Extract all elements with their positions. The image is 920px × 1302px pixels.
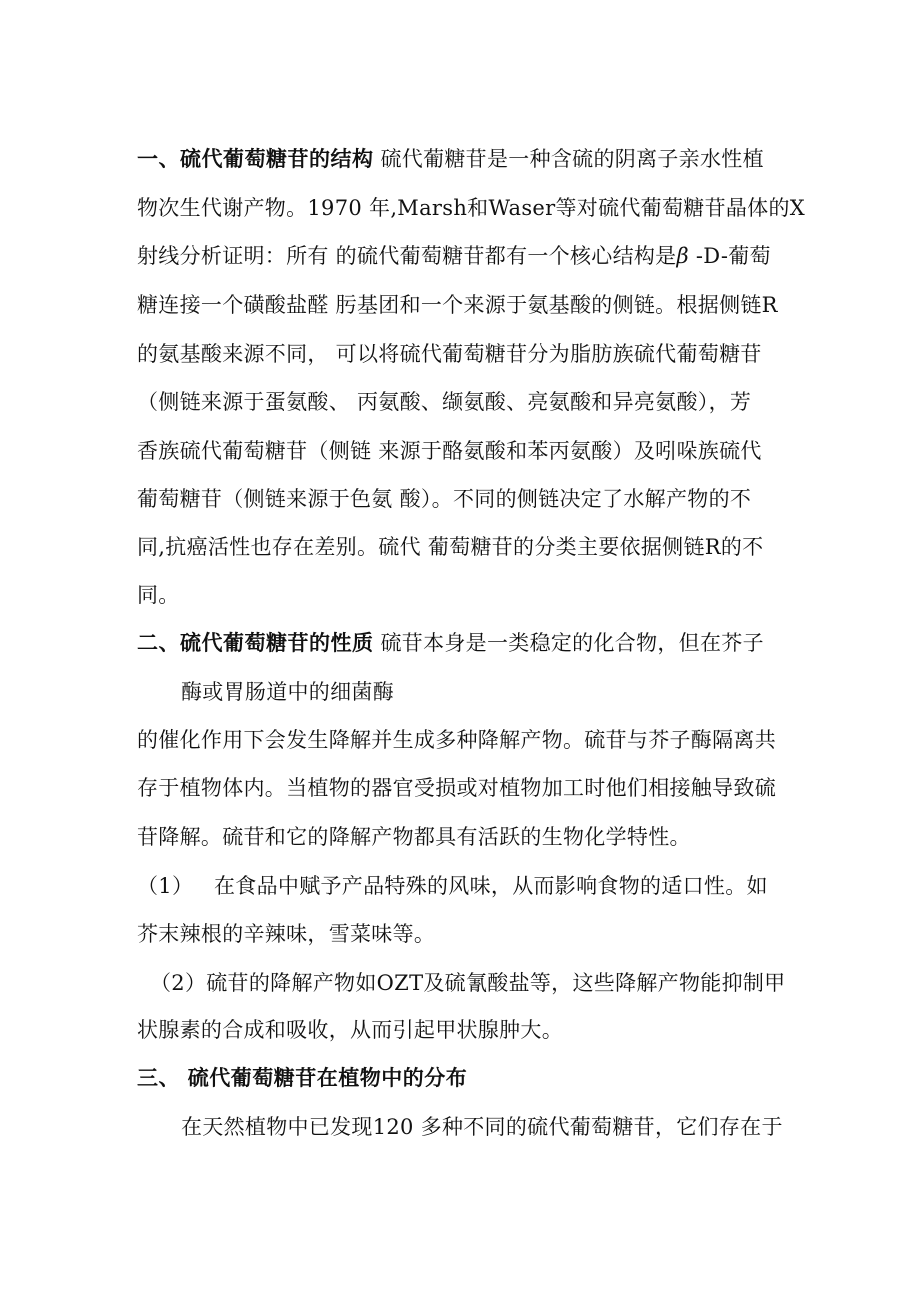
paragraph-line: 同,抗癌活性也存在差别。硫代 葡萄糖苷的分类主要依据侧链R的不 bbox=[137, 535, 764, 559]
paragraph-line: 苷降解。硫苷和它的降解产物都具有活跃的生物化学特性。 bbox=[137, 825, 691, 849]
text-run: 硫代葡糖苷是一种含硫的阴离子亲水性植 bbox=[373, 147, 764, 171]
paragraph-line: 存于植物体内。当植物的器官受损或对植物加工时他们相接触导致硫 bbox=[137, 776, 776, 800]
paragraph-line: 香族硫代葡萄糖苷（侧链 来源于酪氨酸和苯丙氨酸）及吲哚族硫代 bbox=[137, 439, 762, 463]
paragraph-line: 同。 bbox=[137, 583, 180, 607]
paragraph-line: 的催化作用下会发生降解并生成多种降解产物。硫苷与芥子酶隔离共 bbox=[137, 728, 776, 752]
paragraph-line bbox=[137, 1063, 467, 1093]
paragraph-line: 葡萄糖苷（侧链来源于色氨 酸）。不同的侧链决定了水解产物的不 bbox=[137, 487, 752, 511]
text-run: -D-葡萄 bbox=[688, 244, 771, 268]
paragraph-line: 物次生代谢产物。1970 年,Marsh和Waser等对硫代葡萄糖苷晶体的X bbox=[137, 196, 806, 220]
list-item-line: 芥末辣根的辛辣味，雪菜味等。 bbox=[137, 922, 436, 946]
paragraph-line bbox=[137, 628, 764, 658]
paragraph-line: 的氨基酸来源不同， 可以将硫代葡萄糖苷分为脂肪族硫代葡萄糖苷 bbox=[137, 342, 762, 366]
section-heading: 二、硫代葡萄糖苷的性质 bbox=[137, 631, 374, 655]
section-heading: 三、 硫代葡萄糖苷在植物中的分布 bbox=[137, 1066, 468, 1090]
paragraph-line: 糖连接一个磺酸盐醛 肟基团和一个来源于氨基酸的侧链。根据侧链R bbox=[137, 293, 778, 317]
paragraph-line: 酶或胃肠道中的细菌酶 bbox=[181, 680, 394, 704]
text-run: 硫苷本身是一类稳定的化合物，但在芥子 bbox=[373, 631, 764, 655]
list-item-line: 在食品中赋予产品特殊的风味，从而影响食物的适口性。如 bbox=[214, 874, 768, 898]
text-run: 射线分析证明：所有 的硫代葡萄糖苷都有一个核心结构是 bbox=[137, 244, 677, 268]
paragraph-line: 在天然植物中已发现120 多种不同的硫代葡萄糖苷，它们存在于 bbox=[181, 1115, 783, 1139]
list-item-line: 状腺素的合成和吸收，从而引起甲状腺肿大。 bbox=[137, 1018, 563, 1042]
list-item-marker: （1） bbox=[137, 874, 194, 898]
section-heading: 一、硫代葡萄糖苷的结构 bbox=[137, 147, 374, 171]
list-item-line: （2）硫苷的降解产物如OZT及硫氰酸盐等，这些降解产物能抑制甲 bbox=[150, 971, 786, 995]
paragraph-line: （侧链来源于蛋氨酸、 丙氨酸、缬氨酸、亮氨酸和异亮氨酸），芳 bbox=[137, 390, 752, 414]
paragraph-line bbox=[137, 241, 771, 271]
beta-symbol: β bbox=[676, 244, 689, 268]
paragraph-line bbox=[137, 144, 764, 174]
